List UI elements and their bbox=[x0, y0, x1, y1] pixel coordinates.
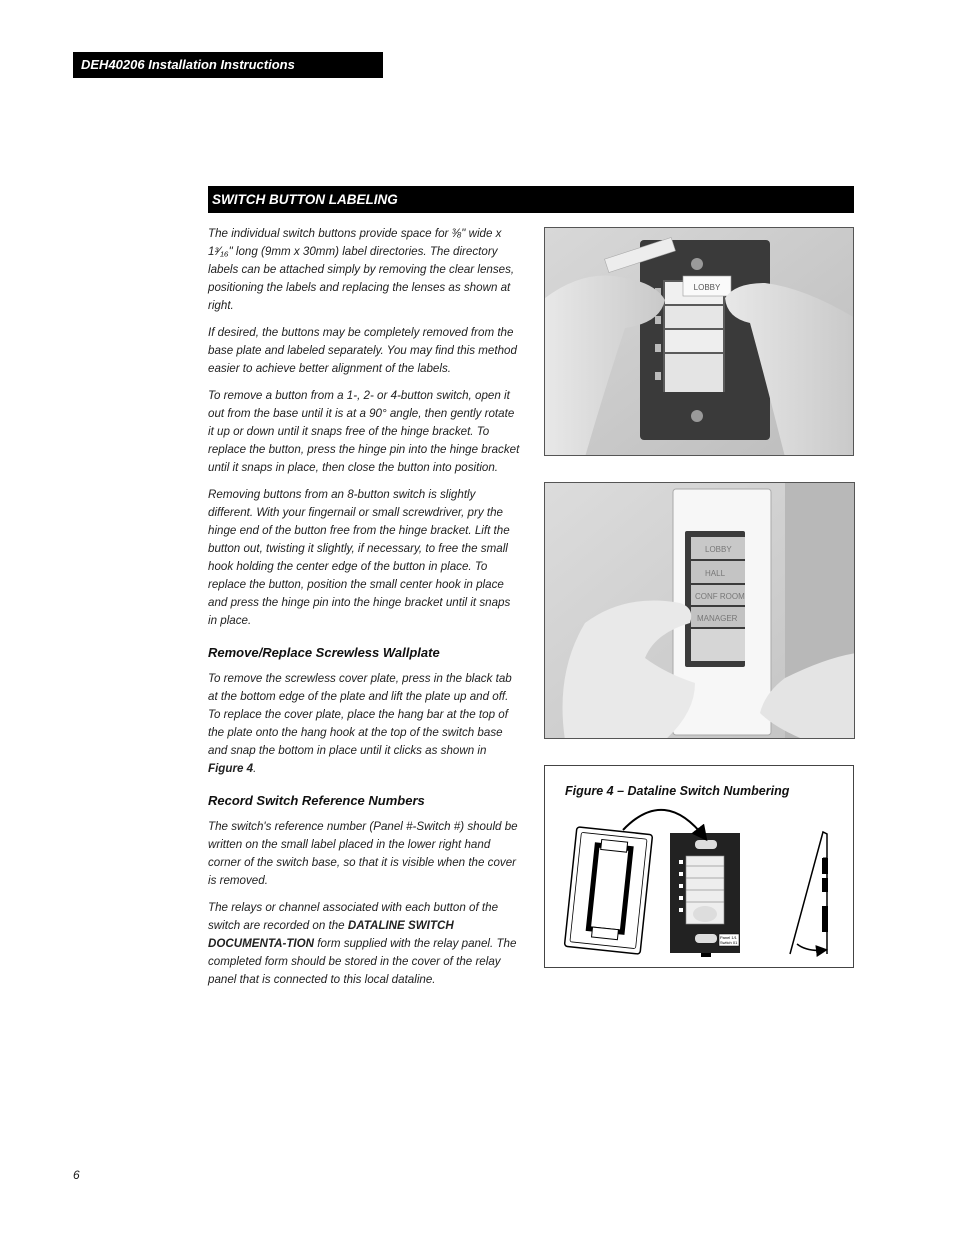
figure-4-caption: Figure 4 – Dataline Switch Numbering bbox=[565, 784, 790, 798]
photo-wallplate bbox=[544, 482, 855, 739]
figure-4-diagram bbox=[545, 766, 853, 967]
switch-reference-label-line2: Switch 01 bbox=[720, 940, 738, 945]
paragraph-dataline-form bbox=[208, 899, 520, 989]
photo-label-lobby: LOBBY bbox=[705, 545, 732, 554]
document-header: DEH40206 Installation Instructions bbox=[73, 52, 383, 78]
section-title: SWITCH BUTTON LABELING bbox=[208, 186, 854, 213]
paragraph-wallplate bbox=[208, 670, 520, 778]
paragraph-reference-numbers: The switch's reference number (Panel #-Switch #) should be written on the small label placed in the lower right hand corner of the switch base, so that it is visible when the cover is removed. bbox=[208, 820, 518, 887]
dataline-text: The relays or channel associated with each button of the switch are recorded on the bbox=[208, 901, 499, 932]
wallplate-text-end: . bbox=[253, 762, 257, 775]
paragraph-label-space: The individual switch buttons provide space for ⅜" wide x 1³⁄₁₆" long (9mm x 30mm) label directories. The directory labels can be attached simply by removing the clear lenses, positioning the labels and replacing the lenses as shown at right. bbox=[208, 227, 515, 312]
paragraph-remove-buttons: If desired, the buttons may be completely removed from the base plate and labeled separately. You may find this method easier to achieve better alignment of the labels. bbox=[208, 326, 517, 375]
wallplate-text: To remove the screwless cover plate, press in the black tab at the bottom edge of the plate and lift the plate up and off. To replace the cover plate, place the hang bar at the top of the plate onto the hang hook at the top of the switch base and snap the bottom in place until it clicks as shown in bbox=[208, 672, 512, 757]
photo-label-lobby: LOBBY bbox=[693, 283, 721, 292]
photo-label-hall: HALL bbox=[705, 569, 726, 578]
paragraph-1-2-4-button: To remove a button from a 1-, 2- or 4-button switch, open it out from the base until it is at a 90° angle, then gently rotate it up or down until it snaps free of the hinge bracket. To replace the button, press the hinge pin into the hinge bracket until it snaps in place, then close the button into position. bbox=[208, 389, 520, 474]
paragraph-8-button: Removing buttons from an 8-button switch is slightly different. With your fingernail or small screwdriver, pry the hinge end of the button free from the hinge bracket. Lift the button out, twisting it slightly, if necessary, to free the small hook holding the center edge of the button in place. To replace the button, position the small center hook in place and press the hinge pin into the hinge bracket until it snaps in place. bbox=[208, 488, 511, 627]
photo-label-manager: MANAGER bbox=[697, 614, 738, 623]
figure-4 bbox=[544, 765, 854, 968]
photo-labeling-switch bbox=[544, 227, 854, 456]
dataline-text-end: form supplied with the relay panel. The completed form should be stored in the cover of the relay panel that is connected to this local dataline. bbox=[208, 937, 517, 986]
page-number: 6 bbox=[73, 1168, 80, 1182]
photo-label-conf-room: CONF ROOM bbox=[695, 592, 745, 601]
heading-reference-numbers: Record Switch Reference Numbers bbox=[208, 793, 425, 808]
body-text-column bbox=[208, 225, 520, 998]
dataline-form-name: DATALINE SWITCH DOCUMENTA-TION bbox=[208, 919, 454, 950]
switch-reference-label-line1: Panel 1/1 bbox=[720, 935, 737, 940]
heading-wallplate: Remove/Replace Screwless Wallplate bbox=[208, 645, 440, 660]
figure-4-reference: Figure 4 bbox=[208, 762, 254, 775]
